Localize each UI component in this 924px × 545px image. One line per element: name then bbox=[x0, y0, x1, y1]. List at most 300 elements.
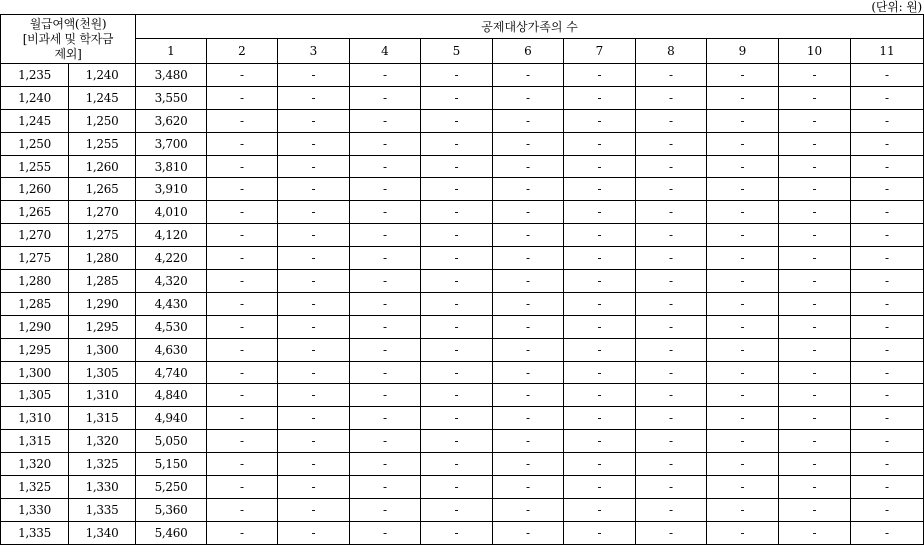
empty-cell: - bbox=[421, 407, 493, 430]
empty-cell: - bbox=[350, 201, 421, 224]
empty-cell: - bbox=[207, 270, 278, 293]
empty-cell: - bbox=[636, 64, 707, 87]
empty-cell: - bbox=[350, 292, 421, 315]
empty-cell: - bbox=[636, 270, 707, 293]
empty-cell: - bbox=[564, 498, 636, 521]
empty-cell: - bbox=[779, 155, 851, 178]
salary-to-cell: 1,330 bbox=[69, 476, 136, 499]
empty-cell: - bbox=[564, 384, 636, 407]
salary-to-cell: 1,295 bbox=[69, 315, 136, 338]
salary-range-header-line-3: 제외] bbox=[54, 46, 82, 61]
table-row bbox=[1, 476, 924, 499]
table-row bbox=[1, 521, 924, 544]
empty-cell: - bbox=[707, 384, 779, 407]
family-count-6: 6 bbox=[493, 39, 564, 64]
empty-cell: - bbox=[350, 109, 421, 132]
empty-cell: - bbox=[779, 201, 851, 224]
empty-cell: - bbox=[207, 86, 278, 109]
family-count-1: 1 bbox=[136, 39, 207, 64]
empty-cell: - bbox=[207, 109, 278, 132]
empty-cell: - bbox=[851, 430, 924, 453]
empty-cell: - bbox=[564, 476, 636, 499]
empty-cell: - bbox=[707, 498, 779, 521]
empty-cell: - bbox=[779, 86, 851, 109]
empty-cell: - bbox=[493, 453, 564, 476]
empty-cell: - bbox=[636, 476, 707, 499]
salary-from-cell: 1,280 bbox=[1, 270, 69, 293]
empty-cell: - bbox=[779, 453, 851, 476]
tax-amount-cell: 3,910 bbox=[136, 178, 207, 201]
empty-cell: - bbox=[636, 86, 707, 109]
empty-cell: - bbox=[207, 498, 278, 521]
empty-cell: - bbox=[493, 224, 564, 247]
salary-from-cell: 1,335 bbox=[1, 521, 69, 544]
salary-to-cell: 1,250 bbox=[69, 109, 136, 132]
table-row bbox=[1, 292, 924, 315]
empty-cell: - bbox=[207, 155, 278, 178]
salary-to-cell: 1,290 bbox=[69, 292, 136, 315]
salary-range-header bbox=[1, 15, 136, 64]
empty-cell: - bbox=[851, 476, 924, 499]
empty-cell: - bbox=[851, 201, 924, 224]
tax-amount-cell: 4,010 bbox=[136, 201, 207, 224]
family-count-10: 10 bbox=[779, 39, 851, 64]
salary-to-cell: 1,325 bbox=[69, 453, 136, 476]
salary-range-header-line-1: 월급여액(천원) bbox=[29, 16, 107, 31]
empty-cell: - bbox=[350, 270, 421, 293]
empty-cell: - bbox=[421, 338, 493, 361]
empty-cell: - bbox=[493, 270, 564, 293]
empty-cell: - bbox=[278, 315, 350, 338]
empty-cell: - bbox=[851, 270, 924, 293]
empty-cell: - bbox=[851, 224, 924, 247]
salary-to-cell: 1,275 bbox=[69, 224, 136, 247]
empty-cell: - bbox=[851, 407, 924, 430]
empty-cell: - bbox=[493, 201, 564, 224]
empty-cell: - bbox=[350, 453, 421, 476]
empty-cell: - bbox=[707, 132, 779, 155]
empty-cell: - bbox=[707, 178, 779, 201]
empty-cell: - bbox=[636, 155, 707, 178]
empty-cell: - bbox=[493, 109, 564, 132]
empty-cell: - bbox=[278, 86, 350, 109]
empty-cell: - bbox=[636, 109, 707, 132]
table-row bbox=[1, 86, 924, 109]
empty-cell: - bbox=[278, 64, 350, 87]
empty-cell: - bbox=[564, 338, 636, 361]
empty-cell: - bbox=[707, 247, 779, 270]
empty-cell: - bbox=[493, 86, 564, 109]
empty-cell: - bbox=[421, 224, 493, 247]
empty-cell: - bbox=[779, 178, 851, 201]
empty-cell: - bbox=[851, 315, 924, 338]
tax-amount-cell: 5,460 bbox=[136, 521, 207, 544]
empty-cell: - bbox=[636, 201, 707, 224]
empty-cell: - bbox=[350, 498, 421, 521]
salary-from-cell: 1,315 bbox=[1, 430, 69, 453]
tax-amount-cell: 5,150 bbox=[136, 453, 207, 476]
empty-cell: - bbox=[564, 201, 636, 224]
empty-cell: - bbox=[493, 521, 564, 544]
empty-cell: - bbox=[493, 338, 564, 361]
family-count-9: 9 bbox=[707, 39, 779, 64]
empty-cell: - bbox=[493, 384, 564, 407]
salary-from-cell: 1,240 bbox=[1, 86, 69, 109]
empty-cell: - bbox=[421, 247, 493, 270]
salary-range-header-line-2: [비과세 및 학자금 bbox=[22, 31, 114, 46]
tax-amount-cell: 4,220 bbox=[136, 247, 207, 270]
empty-cell: - bbox=[493, 64, 564, 87]
empty-cell: - bbox=[493, 292, 564, 315]
empty-cell: - bbox=[851, 453, 924, 476]
table-row bbox=[1, 384, 924, 407]
empty-cell: - bbox=[350, 338, 421, 361]
empty-cell: - bbox=[207, 338, 278, 361]
salary-to-cell: 1,245 bbox=[69, 86, 136, 109]
tax-amount-cell: 4,120 bbox=[136, 224, 207, 247]
empty-cell: - bbox=[636, 384, 707, 407]
empty-cell: - bbox=[350, 521, 421, 544]
empty-cell: - bbox=[851, 178, 924, 201]
empty-cell: - bbox=[636, 361, 707, 384]
empty-cell: - bbox=[779, 476, 851, 499]
empty-cell: - bbox=[421, 201, 493, 224]
empty-cell: - bbox=[707, 315, 779, 338]
empty-cell: - bbox=[636, 247, 707, 270]
empty-cell: - bbox=[350, 86, 421, 109]
empty-cell: - bbox=[278, 155, 350, 178]
empty-cell: - bbox=[207, 476, 278, 499]
empty-cell: - bbox=[779, 498, 851, 521]
salary-from-cell: 1,290 bbox=[1, 315, 69, 338]
empty-cell: - bbox=[564, 430, 636, 453]
empty-cell: - bbox=[851, 498, 924, 521]
empty-cell: - bbox=[421, 132, 493, 155]
empty-cell: - bbox=[421, 315, 493, 338]
tax-amount-cell: 3,620 bbox=[136, 109, 207, 132]
empty-cell: - bbox=[207, 315, 278, 338]
empty-cell: - bbox=[493, 315, 564, 338]
salary-to-cell: 1,315 bbox=[69, 407, 136, 430]
empty-cell: - bbox=[278, 270, 350, 293]
empty-cell: - bbox=[350, 407, 421, 430]
empty-cell: - bbox=[493, 155, 564, 178]
empty-cell: - bbox=[779, 384, 851, 407]
empty-cell: - bbox=[278, 476, 350, 499]
tax-amount-cell: 3,810 bbox=[136, 155, 207, 178]
empty-cell: - bbox=[493, 430, 564, 453]
salary-from-cell: 1,325 bbox=[1, 476, 69, 499]
empty-cell: - bbox=[636, 521, 707, 544]
empty-cell: - bbox=[564, 86, 636, 109]
family-count-5: 5 bbox=[421, 39, 493, 64]
tax-amount-cell: 3,550 bbox=[136, 86, 207, 109]
tax-amount-cell: 3,700 bbox=[136, 132, 207, 155]
empty-cell: - bbox=[350, 361, 421, 384]
salary-from-cell: 1,255 bbox=[1, 155, 69, 178]
salary-from-cell: 1,245 bbox=[1, 109, 69, 132]
empty-cell: - bbox=[851, 338, 924, 361]
empty-cell: - bbox=[207, 407, 278, 430]
empty-cell: - bbox=[493, 498, 564, 521]
salary-to-cell: 1,335 bbox=[69, 498, 136, 521]
empty-cell: - bbox=[278, 132, 350, 155]
empty-cell: - bbox=[779, 521, 851, 544]
table-row bbox=[1, 109, 924, 132]
tax-amount-cell: 5,250 bbox=[136, 476, 207, 499]
empty-cell: - bbox=[421, 64, 493, 87]
salary-to-cell: 1,270 bbox=[69, 201, 136, 224]
salary-from-cell: 1,305 bbox=[1, 384, 69, 407]
salary-to-cell: 1,255 bbox=[69, 132, 136, 155]
table-row bbox=[1, 315, 924, 338]
empty-cell: - bbox=[421, 498, 493, 521]
empty-cell: - bbox=[278, 361, 350, 384]
empty-cell: - bbox=[636, 407, 707, 430]
empty-cell: - bbox=[636, 430, 707, 453]
empty-cell: - bbox=[207, 453, 278, 476]
empty-cell: - bbox=[493, 476, 564, 499]
empty-cell: - bbox=[278, 498, 350, 521]
table-row bbox=[1, 178, 924, 201]
unit-note: (단위: 원) bbox=[871, 0, 922, 14]
salary-to-cell: 1,305 bbox=[69, 361, 136, 384]
empty-cell: - bbox=[564, 132, 636, 155]
empty-cell: - bbox=[564, 453, 636, 476]
table-row bbox=[1, 64, 924, 87]
empty-cell: - bbox=[350, 247, 421, 270]
empty-cell: - bbox=[851, 361, 924, 384]
empty-cell: - bbox=[421, 86, 493, 109]
empty-cell: - bbox=[350, 178, 421, 201]
empty-cell: - bbox=[851, 247, 924, 270]
table-row bbox=[1, 224, 924, 247]
empty-cell: - bbox=[278, 178, 350, 201]
empty-cell: - bbox=[493, 178, 564, 201]
empty-cell: - bbox=[707, 201, 779, 224]
empty-cell: - bbox=[779, 109, 851, 132]
empty-cell: - bbox=[350, 132, 421, 155]
empty-cell: - bbox=[350, 224, 421, 247]
empty-cell: - bbox=[207, 132, 278, 155]
table-row bbox=[1, 430, 924, 453]
empty-cell: - bbox=[851, 521, 924, 544]
table-row bbox=[1, 155, 924, 178]
empty-cell: - bbox=[707, 521, 779, 544]
salary-from-cell: 1,320 bbox=[1, 453, 69, 476]
empty-cell: - bbox=[851, 292, 924, 315]
salary-to-cell: 1,310 bbox=[69, 384, 136, 407]
tax-amount-cell: 4,430 bbox=[136, 292, 207, 315]
empty-cell: - bbox=[851, 64, 924, 87]
empty-cell: - bbox=[493, 407, 564, 430]
empty-cell: - bbox=[779, 338, 851, 361]
empty-cell: - bbox=[564, 270, 636, 293]
empty-cell: - bbox=[421, 430, 493, 453]
empty-cell: - bbox=[421, 384, 493, 407]
empty-cell: - bbox=[350, 155, 421, 178]
empty-cell: - bbox=[207, 430, 278, 453]
empty-cell: - bbox=[207, 361, 278, 384]
salary-from-cell: 1,250 bbox=[1, 132, 69, 155]
empty-cell: - bbox=[851, 155, 924, 178]
empty-cell: - bbox=[421, 109, 493, 132]
empty-cell: - bbox=[564, 64, 636, 87]
family-count-4: 4 bbox=[350, 39, 421, 64]
empty-cell: - bbox=[636, 498, 707, 521]
family-count-8: 8 bbox=[636, 39, 707, 64]
empty-cell: - bbox=[564, 178, 636, 201]
family-count-2: 2 bbox=[207, 39, 278, 64]
tax-amount-cell: 5,360 bbox=[136, 498, 207, 521]
table-row bbox=[1, 132, 924, 155]
empty-cell: - bbox=[707, 292, 779, 315]
salary-from-cell: 1,265 bbox=[1, 201, 69, 224]
tax-amount-cell: 4,740 bbox=[136, 361, 207, 384]
table-row bbox=[1, 338, 924, 361]
salary-from-cell: 1,235 bbox=[1, 64, 69, 87]
empty-cell: - bbox=[851, 109, 924, 132]
salary-to-cell: 1,280 bbox=[69, 247, 136, 270]
empty-cell: - bbox=[707, 155, 779, 178]
salary-from-cell: 1,295 bbox=[1, 338, 69, 361]
salary-from-cell: 1,275 bbox=[1, 247, 69, 270]
salary-from-cell: 1,330 bbox=[1, 498, 69, 521]
empty-cell: - bbox=[779, 407, 851, 430]
tax-amount-cell: 4,840 bbox=[136, 384, 207, 407]
empty-cell: - bbox=[350, 315, 421, 338]
salary-to-cell: 1,260 bbox=[69, 155, 136, 178]
empty-cell: - bbox=[493, 361, 564, 384]
empty-cell: - bbox=[564, 361, 636, 384]
withholding-tax-table bbox=[0, 14, 924, 545]
empty-cell: - bbox=[707, 86, 779, 109]
empty-cell: - bbox=[564, 247, 636, 270]
empty-cell: - bbox=[421, 453, 493, 476]
empty-cell: - bbox=[278, 338, 350, 361]
tax-amount-cell: 4,530 bbox=[136, 315, 207, 338]
empty-cell: - bbox=[707, 64, 779, 87]
empty-cell: - bbox=[707, 453, 779, 476]
empty-cell: - bbox=[421, 292, 493, 315]
salary-from-cell: 1,270 bbox=[1, 224, 69, 247]
table-row bbox=[1, 453, 924, 476]
empty-cell: - bbox=[421, 476, 493, 499]
empty-cell: - bbox=[493, 132, 564, 155]
empty-cell: - bbox=[707, 270, 779, 293]
empty-cell: - bbox=[493, 247, 564, 270]
empty-cell: - bbox=[636, 315, 707, 338]
empty-cell: - bbox=[707, 430, 779, 453]
empty-cell: - bbox=[207, 178, 278, 201]
empty-cell: - bbox=[636, 132, 707, 155]
empty-cell: - bbox=[851, 384, 924, 407]
empty-cell: - bbox=[350, 64, 421, 87]
empty-cell: - bbox=[707, 407, 779, 430]
empty-cell: - bbox=[779, 247, 851, 270]
salary-to-cell: 1,285 bbox=[69, 270, 136, 293]
empty-cell: - bbox=[564, 155, 636, 178]
tax-amount-cell: 4,940 bbox=[136, 407, 207, 430]
empty-cell: - bbox=[779, 292, 851, 315]
family-count-row bbox=[1, 39, 924, 64]
empty-cell: - bbox=[564, 109, 636, 132]
salary-to-cell: 1,265 bbox=[69, 178, 136, 201]
empty-cell: - bbox=[207, 201, 278, 224]
empty-cell: - bbox=[564, 292, 636, 315]
salary-to-cell: 1,340 bbox=[69, 521, 136, 544]
tax-amount-cell: 5,050 bbox=[136, 430, 207, 453]
table-row bbox=[1, 498, 924, 521]
empty-cell: - bbox=[564, 521, 636, 544]
tax-amount-cell: 4,320 bbox=[136, 270, 207, 293]
tax-amount-cell: 3,480 bbox=[136, 64, 207, 87]
empty-cell: - bbox=[636, 178, 707, 201]
empty-cell: - bbox=[707, 476, 779, 499]
empty-cell: - bbox=[636, 453, 707, 476]
empty-cell: - bbox=[207, 64, 278, 87]
empty-cell: - bbox=[421, 521, 493, 544]
empty-cell: - bbox=[851, 132, 924, 155]
empty-cell: - bbox=[278, 453, 350, 476]
empty-cell: - bbox=[707, 109, 779, 132]
family-count-11: 11 bbox=[851, 39, 924, 64]
salary-to-cell: 1,300 bbox=[69, 338, 136, 361]
family-count-header: 공제대상가족의 수 bbox=[136, 15, 924, 39]
empty-cell: - bbox=[421, 361, 493, 384]
empty-cell: - bbox=[207, 247, 278, 270]
empty-cell: - bbox=[421, 270, 493, 293]
salary-from-cell: 1,300 bbox=[1, 361, 69, 384]
empty-cell: - bbox=[564, 224, 636, 247]
empty-cell: - bbox=[779, 224, 851, 247]
salary-from-cell: 1,285 bbox=[1, 292, 69, 315]
salary-from-cell: 1,260 bbox=[1, 178, 69, 201]
empty-cell: - bbox=[707, 224, 779, 247]
empty-cell: - bbox=[779, 315, 851, 338]
empty-cell: - bbox=[207, 521, 278, 544]
empty-cell: - bbox=[779, 430, 851, 453]
empty-cell: - bbox=[636, 224, 707, 247]
table-body bbox=[1, 64, 924, 545]
table-row bbox=[1, 201, 924, 224]
table-row bbox=[1, 270, 924, 293]
empty-cell: - bbox=[278, 109, 350, 132]
empty-cell: - bbox=[421, 155, 493, 178]
tax-amount-cell: 4,630 bbox=[136, 338, 207, 361]
empty-cell: - bbox=[278, 292, 350, 315]
empty-cell: - bbox=[350, 384, 421, 407]
empty-cell: - bbox=[779, 64, 851, 87]
empty-cell: - bbox=[564, 315, 636, 338]
empty-cell: - bbox=[278, 407, 350, 430]
empty-cell: - bbox=[278, 430, 350, 453]
empty-cell: - bbox=[636, 338, 707, 361]
salary-to-cell: 1,240 bbox=[69, 64, 136, 87]
empty-cell: - bbox=[207, 292, 278, 315]
empty-cell: - bbox=[636, 292, 707, 315]
table-row bbox=[1, 247, 924, 270]
salary-to-cell: 1,320 bbox=[69, 430, 136, 453]
empty-cell: - bbox=[779, 361, 851, 384]
table-row bbox=[1, 407, 924, 430]
empty-cell: - bbox=[851, 86, 924, 109]
empty-cell: - bbox=[421, 178, 493, 201]
empty-cell: - bbox=[278, 201, 350, 224]
empty-cell: - bbox=[779, 270, 851, 293]
empty-cell: - bbox=[278, 384, 350, 407]
table-row bbox=[1, 361, 924, 384]
